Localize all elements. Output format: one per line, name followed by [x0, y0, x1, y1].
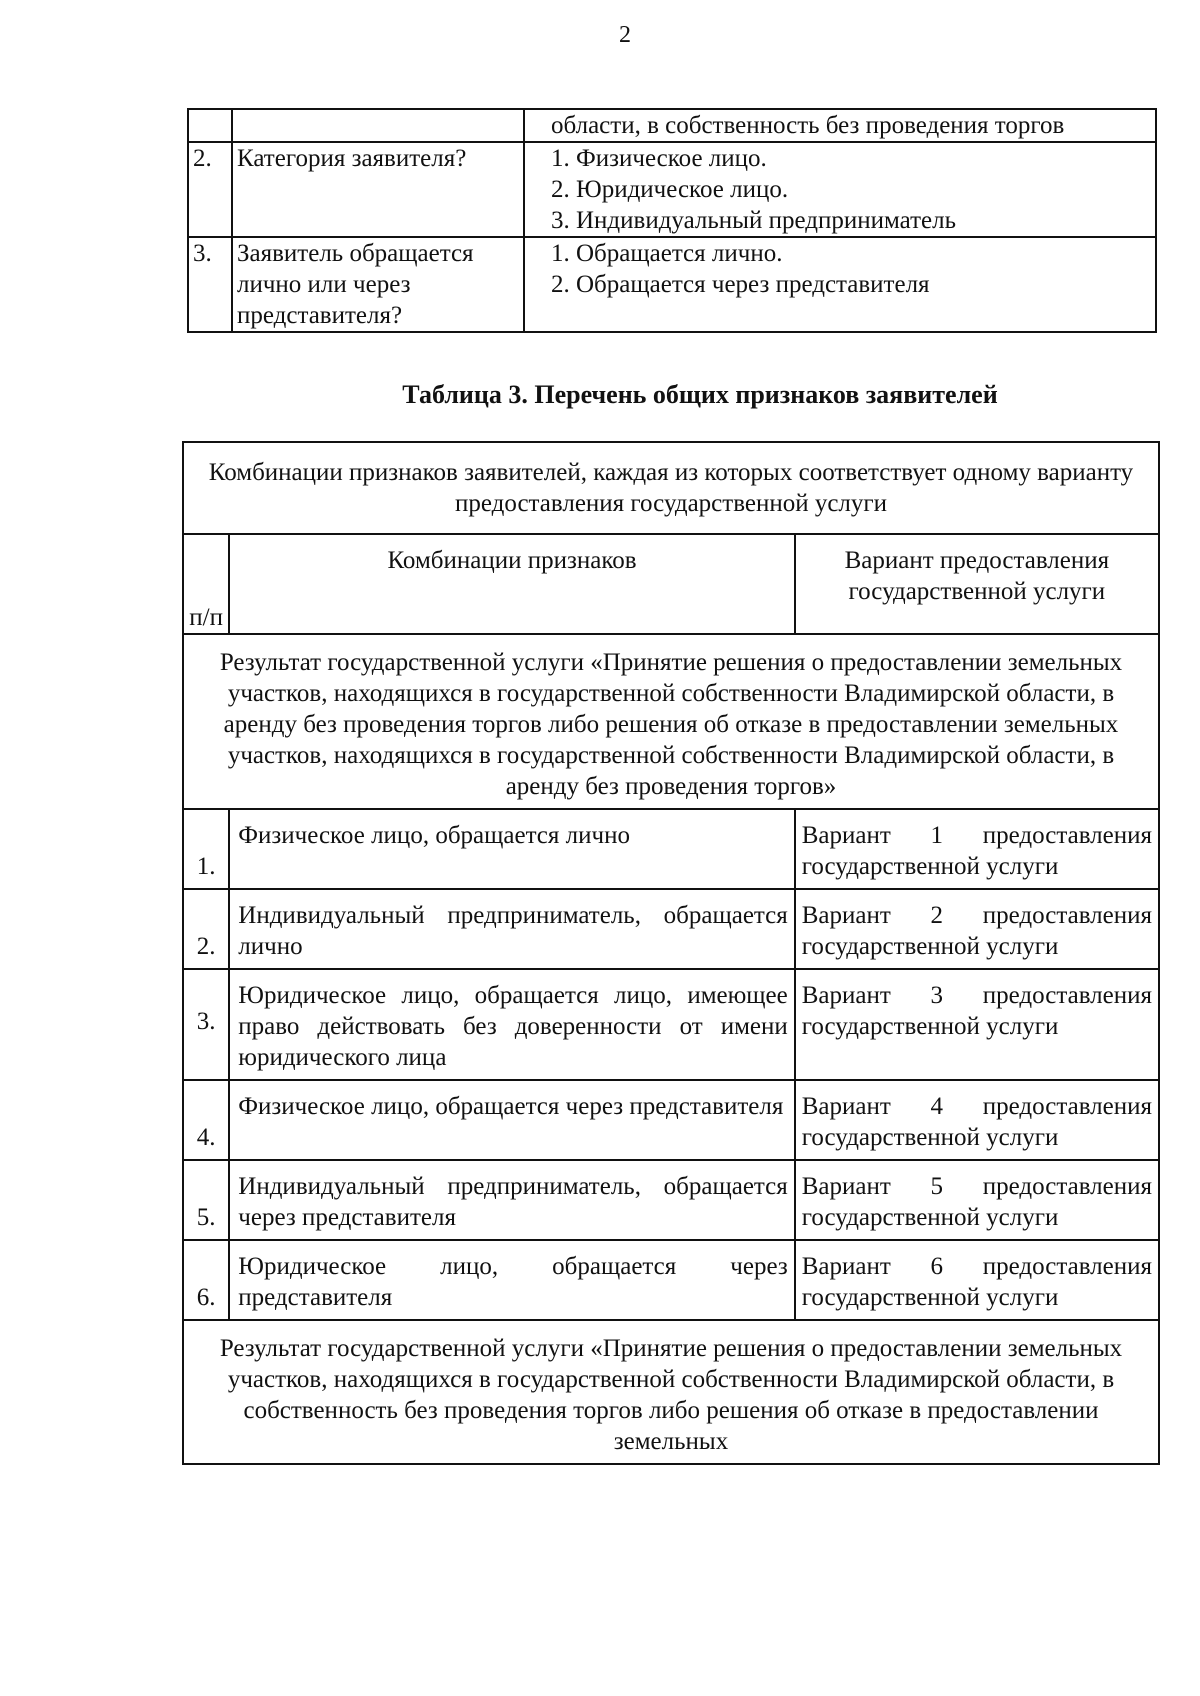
table-row [183, 889, 1159, 969]
header-block-cell: Комбинации признаков заявителей, каждая из которых соответствует одному варианту предоставления государственной услуги [183, 442, 1159, 534]
table-row [183, 1080, 1159, 1160]
variant-cell: Вариант 3 предоставления государственной услуги [795, 969, 1159, 1080]
applicant-attributes-table [182, 441, 1160, 1465]
table-row [188, 109, 1156, 142]
row-number: 3. [183, 969, 229, 1080]
result-cell: Результат государственной услуги «Принятие решения о предоставлении земельных участков, находящихся в государственной собственности Владимирской области, в аренду без проведения торгов либо решения об отказе в предоставлении земельных участков, находящихся в государственной собственности Владимирской области, в аренду без проведения торгов» [183, 634, 1159, 809]
combination-cell: Физическое лицо, обращается через представителя [229, 1080, 794, 1160]
column-header-variant: Вариант предоставления государственной услуги [795, 534, 1159, 634]
result-cell: Результат государственной услуги «Принятие решения о предоставлении земельных участков, находящихся в государственной собственности Владимирской области, в собственность без проведения торгов либо решения об отказе в предоставлении земельных [183, 1320, 1159, 1464]
question-cell: Заявитель обращается лично или через представителя? [232, 237, 524, 332]
row-number [188, 109, 232, 142]
row-number: 1. [183, 809, 229, 889]
table-caption: Таблица 3. Перечень общих признаков заявителей [402, 380, 998, 409]
answer-item: 2. Юридическое лицо. [551, 176, 789, 203]
column-header-number: п/п [183, 534, 229, 634]
row-number: 3. [188, 237, 232, 332]
table-row [188, 142, 1156, 237]
row-number: 4. [183, 1080, 229, 1160]
combination-cell: Физическое лицо, обращается лично [229, 809, 794, 889]
table-row [188, 237, 1156, 332]
result-row [183, 634, 1159, 809]
row-number: 5. [183, 1160, 229, 1240]
row-number: 6. [183, 1240, 229, 1320]
row-number: 2. [183, 889, 229, 969]
page-number: 2 [619, 22, 631, 48]
answers-cell [524, 237, 1156, 332]
variant-cell: Вариант 6 предоставления государственной услуги [795, 1240, 1159, 1320]
table-header-block [183, 442, 1159, 534]
table-row [183, 1160, 1159, 1240]
answer-item: 3. Индивидуальный предприниматель [551, 207, 956, 234]
criteria-table-continuation [187, 108, 1157, 333]
table-row [183, 809, 1159, 889]
table-row [183, 969, 1159, 1080]
question-cell [232, 109, 524, 142]
result-row [183, 1320, 1159, 1464]
column-header-combination: Комбинации признаков [229, 534, 794, 634]
answers-cell [524, 109, 1156, 142]
combination-cell: Юридическое лицо, обращается лицо, имеющее право действовать без доверенности от имени юридического лица [229, 969, 794, 1080]
row-number: 2. [188, 142, 232, 237]
combination-cell: Индивидуальный предприниматель, обращается через представителя [229, 1160, 794, 1240]
answers-cell [524, 142, 1156, 237]
answer-item: области, в собственность без проведения торгов [551, 112, 1065, 139]
variant-cell: Вариант 4 предоставления государственной услуги [795, 1080, 1159, 1160]
variant-cell: Вариант 5 предоставления государственной услуги [795, 1160, 1159, 1240]
column-headers [183, 534, 1159, 634]
combination-cell: Индивидуальный предприниматель, обращается лично [229, 889, 794, 969]
answer-item: 1. Физическое лицо. [551, 145, 767, 172]
question-cell: Категория заявителя? [232, 142, 524, 237]
variant-cell: Вариант 1 предоставления государственной услуги [795, 809, 1159, 889]
answer-item: 2. Обращается через представителя [551, 271, 930, 298]
variant-cell: Вариант 2 предоставления государственной услуги [795, 889, 1159, 969]
table-row [183, 1240, 1159, 1320]
answer-item: 1. Обращается лично. [551, 240, 783, 267]
combination-cell: Юридическое лицо, обращается через представителя [229, 1240, 794, 1320]
